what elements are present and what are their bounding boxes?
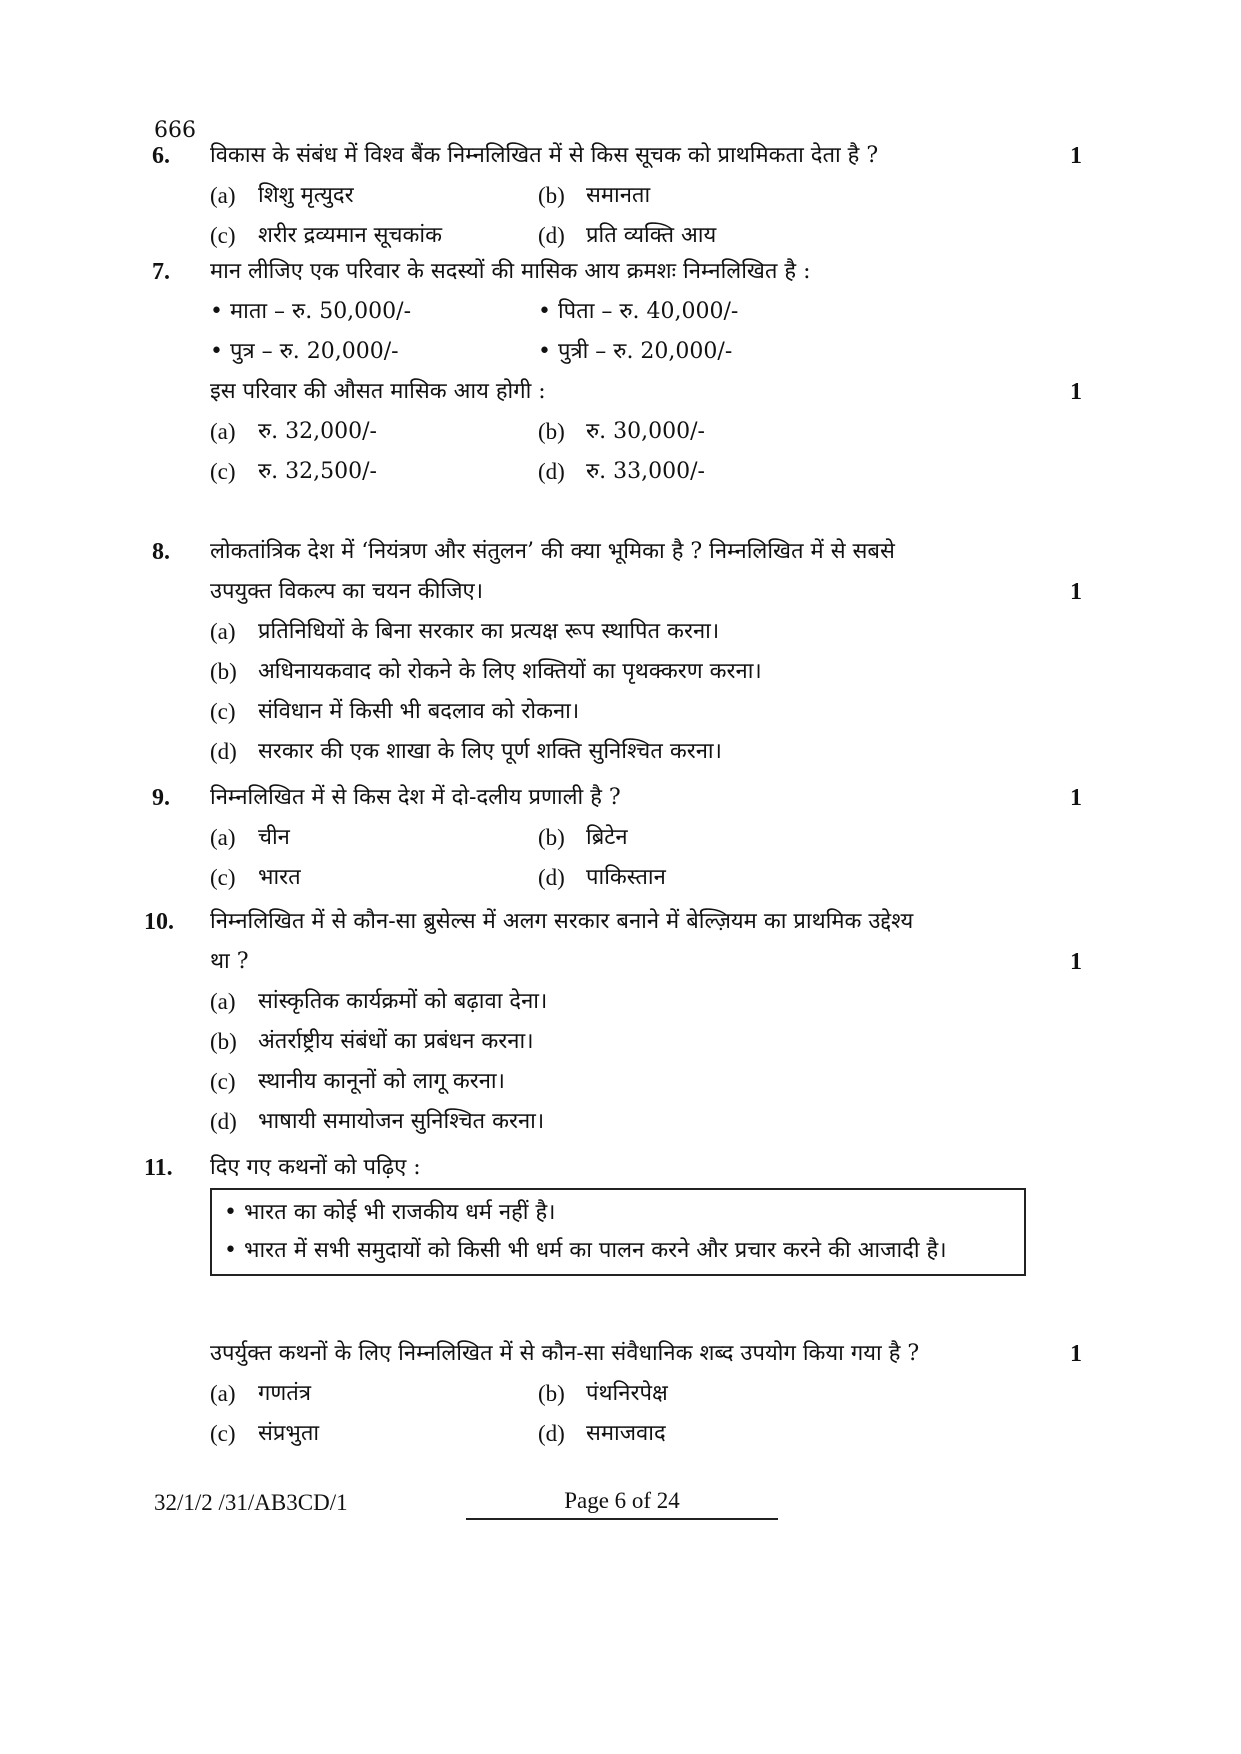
option-text: अधिनायकवाद को रोकने के लिए शक्तियों का पृथक्करण करना। <box>258 659 762 684</box>
paper-set-code: 666 <box>154 118 196 143</box>
option-text: सांस्कृतिक कार्यक्रमों को बढ़ावा देना। <box>258 989 548 1014</box>
option-label: (c) <box>210 223 236 248</box>
statement-item <box>224 1232 1012 1270</box>
option-text: स्थानीय कानूनों को लागू करना। <box>258 1069 505 1094</box>
question-9 <box>152 778 1092 898</box>
question-text: निम्नलिखित में से कौन-सा ब्रुसेल्स में अलग सरकार बनाने में बेल्ज़ियम का प्राथमिक उद्देश्य <box>210 909 914 934</box>
question-text-continued: था ? <box>210 949 249 974</box>
option-label: (d) <box>210 1109 237 1134</box>
option-text: ब्रिटेन <box>586 825 628 850</box>
income-item: • पिता – रु. 40,000/- <box>538 299 739 324</box>
income-item: • माता – रु. 50,000/- <box>210 299 412 324</box>
question-marks: 1 <box>1070 785 1082 811</box>
question-7 <box>152 252 1092 492</box>
question-marks: 1 <box>1070 579 1082 605</box>
income-item: • पुत्र – रु. 20,000/- <box>210 339 399 364</box>
question-marks: 1 <box>1070 379 1082 405</box>
option-text: शिशु मृत्युदर <box>258 183 354 208</box>
question-text: निम्नलिखित में से किस देश में दो-दलीय प्रणाली है ? <box>210 785 621 810</box>
question-text-continued: उपयुक्त विकल्प का चयन कीजिए। <box>210 579 484 604</box>
option-label: (a) <box>210 619 236 644</box>
question-marks: 1 <box>1070 143 1082 169</box>
question-marks: 1 <box>1070 949 1082 975</box>
question-marks: 1 <box>1070 1341 1082 1367</box>
option-label: (b) <box>538 825 565 850</box>
question-text: विकास के संबंध में विश्व बैंक निम्नलिखित में से किस सूचक को प्राथमिकता देता है ? <box>210 143 879 168</box>
option-label: (b) <box>210 659 237 684</box>
bullet: • <box>224 1238 237 1263</box>
page-number: Page 6 of 24 <box>466 1488 778 1520</box>
option-label: (c) <box>210 1069 236 1094</box>
question-text: दिए गए कथनों को पढ़िए : <box>210 1155 421 1180</box>
option-label: (c) <box>210 459 236 484</box>
question-8 <box>152 532 1092 772</box>
option-text: रु. 30,000/- <box>586 419 705 444</box>
option-text: अंतर्राष्ट्रीय संबंधों का प्रबंधन करना। <box>258 1029 534 1054</box>
statements-box <box>210 1188 1026 1276</box>
option-label: (c) <box>210 699 236 724</box>
income-item: • पुत्री – रु. 20,000/- <box>538 339 733 364</box>
question-prompt: इस परिवार की औसत मासिक आय होगी : <box>210 379 546 404</box>
option-label: (a) <box>210 989 236 1014</box>
option-text: शरीर द्रव्यमान सूचकांक <box>258 223 443 248</box>
question-text: लोकतांत्रिक देश में ‘नियंत्रण और संतुलन’ की क्या भूमिका है ? निम्नलिखित में से सबसे <box>210 539 895 564</box>
option-text: चीन <box>258 825 290 850</box>
option-text: सरकार की एक शाखा के लिए पूर्ण शक्ति सुनिश्चित करना। <box>258 739 722 764</box>
question-number: 11. <box>144 1155 173 1181</box>
option-label: (c) <box>210 865 236 890</box>
option-text: संप्रभुता <box>258 1421 320 1446</box>
option-text: भारत <box>258 865 301 890</box>
option-label: (a) <box>210 419 236 444</box>
question-11-continued <box>152 1334 1092 1454</box>
option-text: भाषायी समायोजन सुनिश्चित करना। <box>258 1109 545 1134</box>
option-label: (a) <box>210 1381 236 1406</box>
question-number: 7. <box>152 259 170 285</box>
option-text: रु. 32,000/- <box>258 419 377 444</box>
question-prompt: उपर्युक्त कथनों के लिए निम्नलिखित में से कौन-सा संवैधानिक शब्द उपयोग किया गया है ? <box>210 1341 920 1366</box>
statement-text: भारत में सभी समुदायों को किसी भी धर्म का पालन करने और प्रचार करने की आजादी है। <box>244 1238 947 1263</box>
statement-text: भारत का कोई भी राजकीय धर्म नहीं है। <box>244 1200 556 1225</box>
option-text: प्रति व्यक्ति आय <box>586 223 717 248</box>
option-label: (d) <box>538 223 565 248</box>
question-number: 10. <box>144 909 174 935</box>
paper-code: 32/1/2 /31/AB3CD/1 <box>154 1490 348 1515</box>
question-number: 6. <box>152 143 170 169</box>
option-label: (a) <box>210 825 236 850</box>
statement-item <box>224 1194 1012 1232</box>
option-label: (b) <box>538 419 565 444</box>
question-10 <box>144 902 1092 1142</box>
option-label: (c) <box>210 1421 236 1446</box>
option-label: (d) <box>538 1421 565 1446</box>
option-text: संविधान में किसी भी बदलाव को रोकना। <box>258 699 580 724</box>
option-text: रु. 32,500/- <box>258 459 377 484</box>
question-number: 9. <box>152 785 170 811</box>
option-text: पाकिस्तान <box>586 865 666 890</box>
question-6 <box>152 136 1092 256</box>
option-text: प्रतिनिधियों के बिना सरकार का प्रत्यक्ष रूप स्थापित करना। <box>258 619 720 644</box>
option-label: (d) <box>538 865 565 890</box>
option-label: (b) <box>538 183 565 208</box>
question-11 <box>144 1148 1092 1188</box>
option-text: समानता <box>586 183 651 208</box>
option-text: समाजवाद <box>586 1421 666 1446</box>
option-text: पंथनिरपेक्ष <box>586 1381 668 1406</box>
option-label: (d) <box>210 739 237 764</box>
option-label: (b) <box>210 1029 237 1054</box>
bullet: • <box>224 1200 237 1225</box>
option-label: (d) <box>538 459 565 484</box>
option-text: रु. 33,000/- <box>586 459 705 484</box>
option-text: गणतंत्र <box>258 1381 311 1406</box>
option-label: (b) <box>538 1381 565 1406</box>
question-text: मान लीजिए एक परिवार के सदस्यों की मासिक आय क्रमशः निम्नलिखित है : <box>210 259 811 284</box>
question-number: 8. <box>152 539 170 565</box>
option-label: (a) <box>210 183 236 208</box>
